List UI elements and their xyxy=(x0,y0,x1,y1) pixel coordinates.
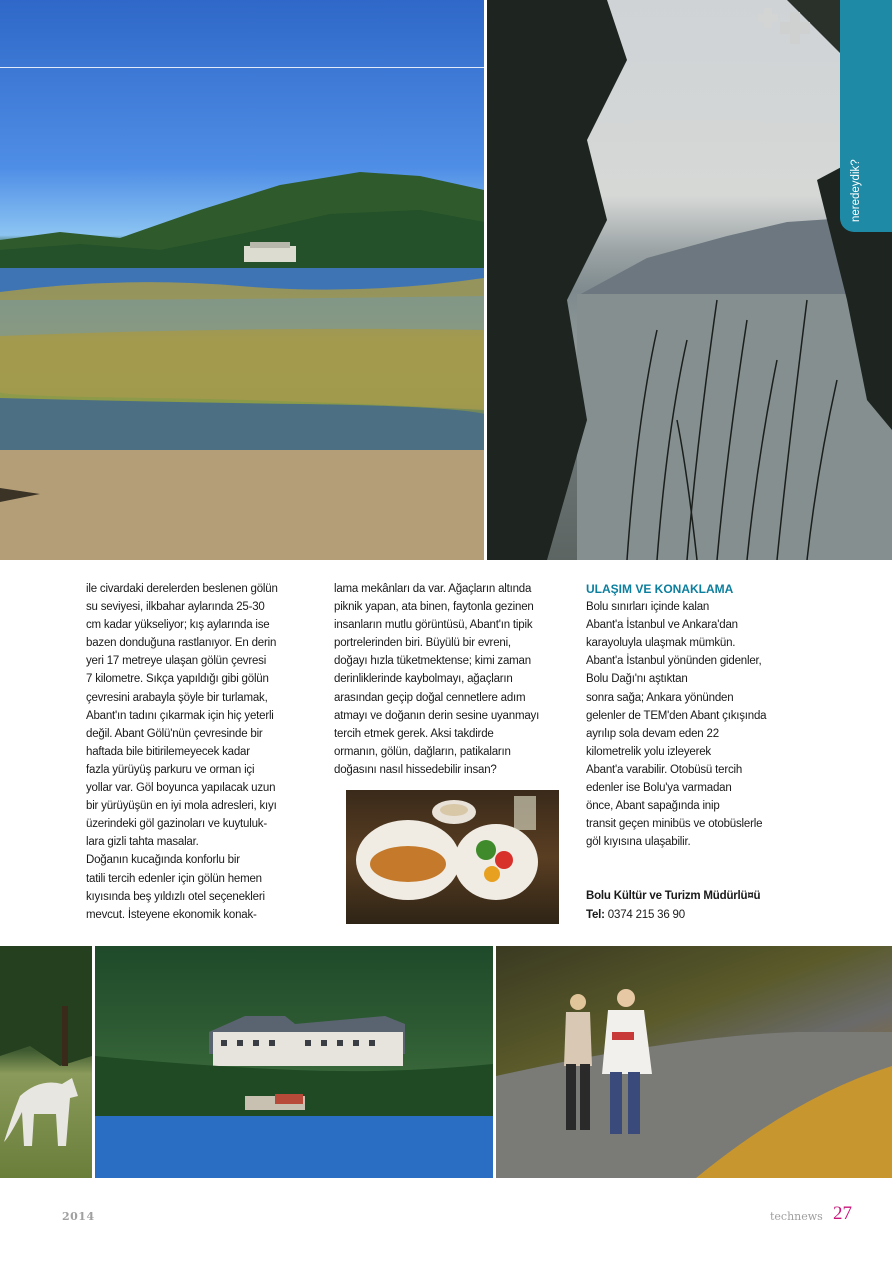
body-line: karayoluyla ulaşmak mümkün. xyxy=(586,637,736,650)
body-line: doğasını nasıl hissedebilir insan? xyxy=(334,763,497,776)
lakeside-hotel-photo xyxy=(95,946,493,1178)
body-line: ile civardaki derelerden beslenen gölün xyxy=(86,583,278,595)
lake-landscape-illustration xyxy=(0,0,484,560)
section-tab-label: neredeydik? xyxy=(850,159,862,222)
body-line: Bolu sınırları içinde kalan xyxy=(586,601,710,614)
body-line: arasından geçip doğal cennetlere adım xyxy=(334,691,526,704)
body-line: ormanın, gölün, dağların, patikaların xyxy=(334,745,511,758)
body-line: derinliklerinde kaybolmayı, ağaçların xyxy=(334,673,513,686)
lake-landscape-photo xyxy=(0,0,484,560)
fish-meal-photo xyxy=(346,790,559,924)
horse-illustration xyxy=(0,946,92,1178)
body-line: sonra sağa; Ankara yönünden xyxy=(586,691,734,704)
walking-couple-photo xyxy=(496,946,892,1178)
body-line: ayrılıp sola devam eden 22 xyxy=(586,727,719,740)
body-line: 7 kilometre. Sıkça yapıldığı gibi gölün xyxy=(86,673,269,686)
body-line: Doğanın kucağında konforlu bir xyxy=(86,854,240,867)
body-line: Abant'ın tadını çıkarmak için hiç yeterli xyxy=(86,709,274,722)
body-line: piknik yapan, ata binen, faytonla gezinen xyxy=(334,601,534,614)
body-line: su seviyesi, ilkbahar aylarında 25-30 xyxy=(86,601,265,614)
contact-organization: Bolu Kültür ve Turizm Müdürlü¤ü xyxy=(586,890,761,903)
body-line: Abant'a İstanbul ve Ankara'dan xyxy=(586,619,738,632)
article-column-2 xyxy=(334,580,574,779)
footer-year: 2014 xyxy=(62,1210,95,1223)
body-line: Abant'a İstanbul yönünden gidenler, xyxy=(586,655,762,668)
body-line: değil. Abant Gölü'nün çevresinde bir xyxy=(86,727,263,740)
body-line: kıyısında beş yıldızlı otel seçenekleri xyxy=(86,890,265,903)
misty-lake-photo xyxy=(487,0,892,560)
walking-couple-illustration xyxy=(496,946,892,1178)
fish-meal-illustration xyxy=(346,790,559,924)
body-line: tercih etmek gerek. Aksi takdirde xyxy=(334,727,494,740)
contact-phone-label: Tel: xyxy=(586,908,605,921)
body-line: haftada bile bitirilemeyecek kadar xyxy=(86,745,250,758)
body-line: yollar var. Göl boyunca yapılacak uzun xyxy=(86,782,276,795)
body-line: atmayı ve doğanın derin sesine uyanmayı xyxy=(334,709,540,722)
body-line: Bolu Dağı'nı aştıktan xyxy=(586,673,688,686)
body-line: kilometrelik yolu izleyerek xyxy=(586,745,711,758)
body-line: fazla yürüyüş parkuru ve orman içi xyxy=(86,763,255,776)
body-line: üzerindeki göl gazinoları ve kuytuluk- xyxy=(86,818,267,831)
body-line: tatili tercih edenler için gölün hemen xyxy=(86,872,262,885)
body-line: doğayı hızla tüketmektense; kimi zaman xyxy=(334,655,531,668)
body-line: lama mekânları da var. Ağaçların altında xyxy=(334,583,532,595)
section-tab xyxy=(840,0,892,232)
plus-icon xyxy=(752,6,812,58)
contact-phone-number: 0374 215 36 90 xyxy=(607,908,685,921)
body-line: portrelerinden biri. Büyülü bir evreni, xyxy=(334,637,511,650)
section-title: ULAŞIM VE KONAKLAMA xyxy=(586,582,734,596)
body-line: bir yürüyüşün en iyi mola adresleri, kıyı xyxy=(86,800,277,813)
body-line: göl kıyısına ulaşabilir. xyxy=(586,836,691,849)
lakeside-hotel-illustration xyxy=(95,946,493,1178)
body-line: lara gizli tahta masalar. xyxy=(86,836,199,849)
article-column-1 xyxy=(86,580,321,924)
footer-brand: technews xyxy=(770,1210,823,1223)
body-line: insanların mutlu görüntüsü, Abant'ın tipik xyxy=(334,619,533,632)
horse-photo xyxy=(0,946,92,1178)
body-line: önce, Abant sapağında inip xyxy=(586,800,720,813)
contact-phone xyxy=(586,906,796,924)
misty-lake-illustration xyxy=(487,0,892,560)
body-line: transit geçen minibüs ve otobüslerle xyxy=(586,818,763,831)
body-line: cm kadar yükseliyor; kış aylarında ise xyxy=(86,619,270,632)
article-column-3 xyxy=(586,580,796,924)
spacer xyxy=(586,851,796,887)
body-line: çevresini arabayla şöyle bir turlamak, xyxy=(86,691,268,704)
body-line: edenler ise Bolu'ya varmadan xyxy=(586,782,732,795)
body-line: mevcut. İsteyene ekonomik konak- xyxy=(86,908,257,921)
body-line: yeri 17 metreye ulaşan gölün çevresi xyxy=(86,655,267,668)
page-number: 27 xyxy=(833,1203,852,1224)
body-line: bazen donduğuna rastlanıyor. En derin xyxy=(86,637,277,650)
body-line: Abant'a varabilir. Otobüsü tercih xyxy=(586,763,743,776)
body-line: gelenler de TEM'den Abant çıkışında xyxy=(586,709,767,722)
